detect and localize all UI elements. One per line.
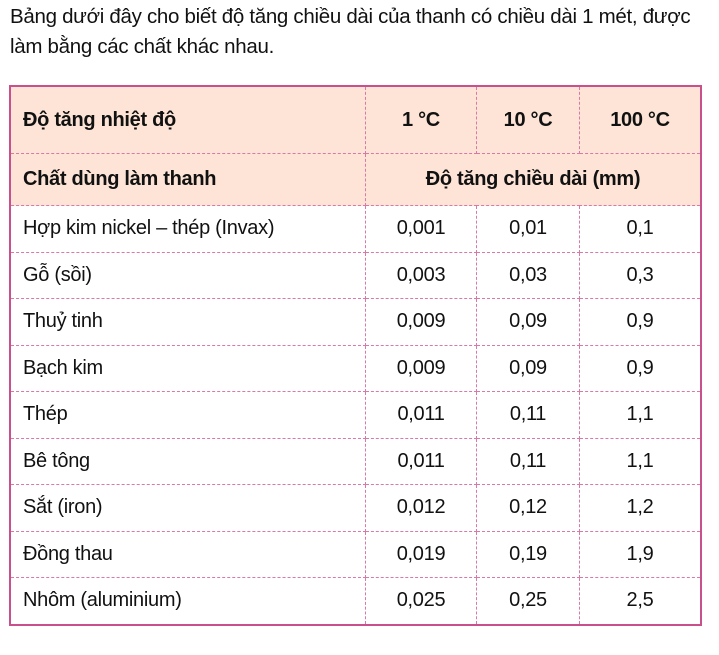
value-cell: 0,09 [477,299,580,346]
material-cell: Bê tông [10,438,366,485]
header-cell: 10 °C [477,86,580,154]
value-cell: 0,11 [477,392,580,439]
table-row [10,578,701,625]
material-cell: Nhôm (aluminium) [10,578,366,625]
value-cell: 0,25 [477,578,580,625]
material-cell: Đồng thau [10,531,366,578]
header-cell: Độ tăng chiều dài (mm) [366,154,702,206]
material-cell: Sắt (iron) [10,485,366,532]
material-cell: Bạch kim [10,345,366,392]
table-row [10,299,701,346]
header-cell: 1 °C [366,86,477,154]
material-cell: Thép [10,392,366,439]
value-cell: 0,12 [477,485,580,532]
material-cell: Thuỷ tinh [10,299,366,346]
intro-text: Bảng dưới đây cho biết độ tăng chiều dài của thanh có chiều dài 1 mét, được làm bằng các chất khác nhau. [10,5,691,58]
value-cell: 0,009 [366,345,477,392]
table-row [10,438,701,485]
header-row-temperature [10,86,701,154]
header-cell: Độ tăng nhiệt độ [10,86,366,154]
value-cell: 0,012 [366,485,477,532]
value-cell: 0,01 [477,206,580,253]
header-row-material [10,154,701,206]
value-cell: 1,1 [580,438,702,485]
value-cell: 0,11 [477,438,580,485]
value-cell: 1,9 [580,531,702,578]
value-cell: 0,9 [580,299,702,346]
header-cell: 100 °C [580,86,702,154]
material-cell: Hợp kim nickel – thép (Invax) [10,206,366,253]
value-cell: 0,011 [366,438,477,485]
value-cell: 0,011 [366,392,477,439]
material-cell: Gỗ (sồi) [10,252,366,299]
value-cell: 0,025 [366,578,477,625]
value-cell: 0,1 [580,206,702,253]
value-cell: 1,2 [580,485,702,532]
value-cell: 2,5 [580,578,702,625]
value-cell: 0,03 [477,252,580,299]
value-cell: 0,19 [477,531,580,578]
table-row [10,392,701,439]
table-row [10,531,701,578]
table-row [10,206,701,253]
value-cell: 0,019 [366,531,477,578]
expansion-table [9,85,702,626]
value-cell: 0,9 [580,345,702,392]
value-cell: 0,3 [580,252,702,299]
header-cell: Chất dùng làm thanh [10,154,366,206]
table-row [10,345,701,392]
value-cell: 0,003 [366,252,477,299]
value-cell: 0,09 [477,345,580,392]
table-row [10,252,701,299]
value-cell: 1,1 [580,392,702,439]
table-row [10,485,701,532]
value-cell: 0,009 [366,299,477,346]
value-cell: 0,001 [366,206,477,253]
